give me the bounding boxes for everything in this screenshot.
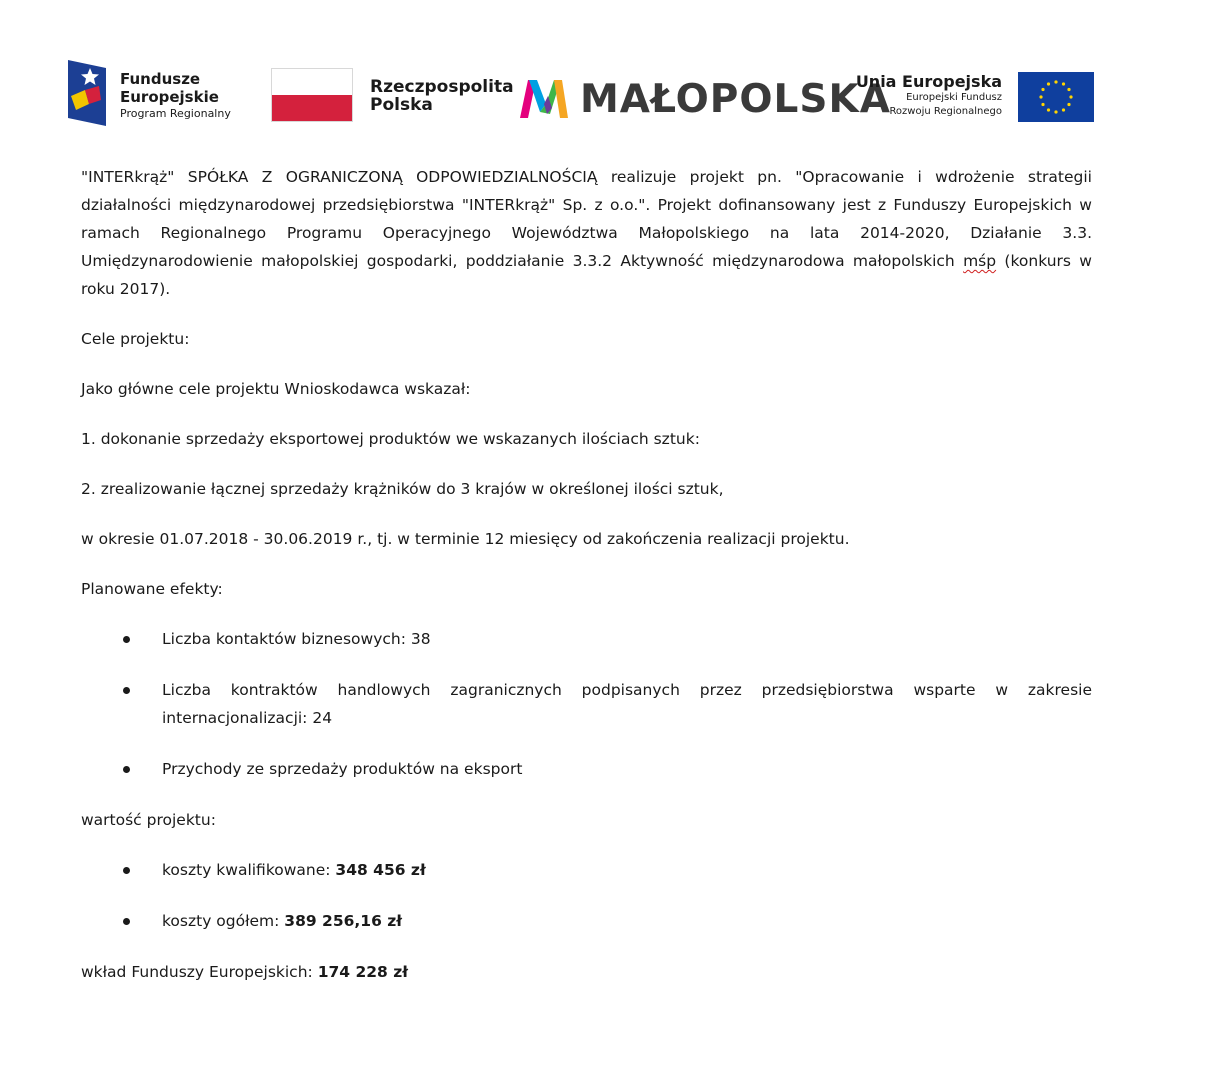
document-body (81, 163, 1092, 986)
list-item: Przychody ze sprzedaży produktów na eksport (81, 755, 1092, 783)
wartosc-heading: wartość projektu: (81, 811, 216, 829)
goal-1: 1. dokonanie sprzedaży eksportowej produktów we wskazanych ilościach sztuk: (81, 430, 700, 448)
rzeczpospolita-text (370, 78, 514, 114)
list-item (81, 856, 1092, 884)
ue-line2: Europejski Fundusz (906, 92, 1002, 103)
cele-intro: Jako główne cele projektu Wnioskodawca wskazał: (81, 380, 471, 398)
polish-flag-icon (271, 68, 353, 122)
list-item (81, 907, 1092, 935)
eu-flag-icon (1018, 72, 1094, 122)
intro-text-end: (konkurs w roku 2017). (81, 252, 1092, 298)
eu-star-icon (1047, 108, 1050, 111)
fundusze-europejskie-text (120, 70, 231, 121)
unia-europejska-text (848, 72, 1002, 119)
koszty-label: koszty kwalifikowane: (162, 861, 336, 879)
wklad-value: 174 228 zł (317, 963, 408, 981)
period-text: w okresie 01.07.2018 - 30.06.2019 r., tj. w terminie 12 miesięcy od zakończenia realizacji projektu. (81, 530, 850, 548)
list-item: Liczba kontaktów biznesowych: 38 (81, 625, 1092, 653)
eu-star-icon (1062, 82, 1065, 85)
ue-line1: Unia Europejska (855, 72, 1002, 91)
wklad-line (81, 958, 1092, 986)
eu-star-icon (1054, 110, 1057, 113)
logo-bar (68, 56, 1094, 132)
list-item: Liczba kontraktów handlowych zagranicznych podpisanych przez przedsiębiorstwa wsparte w zakresie internacjonalizacji: 24 (81, 676, 1092, 732)
eu-star-icon (1062, 108, 1065, 111)
ue-line3: Rozwoju Regionalnego (889, 106, 1002, 117)
eu-star-icon (1039, 95, 1042, 98)
eu-star-icon (1067, 88, 1070, 91)
goal-2: 2. zrealizowanie łącznej sprzedaży krążników do 3 krajów w określonej ilości sztuk, (81, 480, 724, 498)
eu-star-icon (1041, 88, 1044, 91)
rp-line1: Rzeczpospolita (370, 77, 514, 97)
intro-text: "INTERkrąż" SPÓŁKA Z OGRANICZONĄ ODPOWIEDZIALNOŚCIĄ realizuje projekt pn. "Opracowanie i wdrożenie strategii działalności międzynarodowej przedsiębiorstwa "INTERkrąż" Sp. z o.o.". Projekt dofinansowany jest z Funduszy Europejskich w ramach Regionalnego Programu Operacyjnego Województwa Małopolskiego na lata 2014-2020, Działanie 3.3. Umiędzynarodowienie małopolskiej gospodarki, poddziałanie 3.3.2 Aktywność międzynarodowa małopolskich (81, 168, 1092, 270)
koszty-value: 389 256,16 zł (284, 912, 403, 930)
intro-paragraph (81, 163, 1092, 303)
eu-star-icon (1054, 80, 1057, 83)
koszty-value: 348 456 zł (335, 861, 426, 879)
fe-line2: Europejskie (120, 88, 219, 106)
fe-line1: Fundusze (120, 70, 201, 88)
eu-star-icon (1041, 103, 1044, 106)
rp-line2: Polska (370, 95, 433, 115)
efekty-list (81, 625, 1092, 783)
koszty-label: koszty ogółem: (162, 912, 285, 930)
cele-heading: Cele projektu: (81, 330, 190, 348)
wklad-label: wkład Funduszy Europejskich: (81, 963, 318, 981)
fe-line3: Program Regionalny (120, 107, 231, 120)
efekty-heading: Planowane efekty: (81, 580, 223, 598)
koszty-list (81, 856, 1092, 935)
eu-star-icon (1069, 95, 1072, 98)
eu-star-icon (1067, 103, 1070, 106)
fundusze-europejskie-logo-icon (68, 60, 106, 126)
eu-star-icon (1047, 82, 1050, 85)
malopolska-wordmark: MAŁOPOLSKA (580, 77, 891, 122)
spellcheck-flagged-word: mśp (963, 252, 997, 270)
malopolska-m-icon (520, 74, 568, 120)
